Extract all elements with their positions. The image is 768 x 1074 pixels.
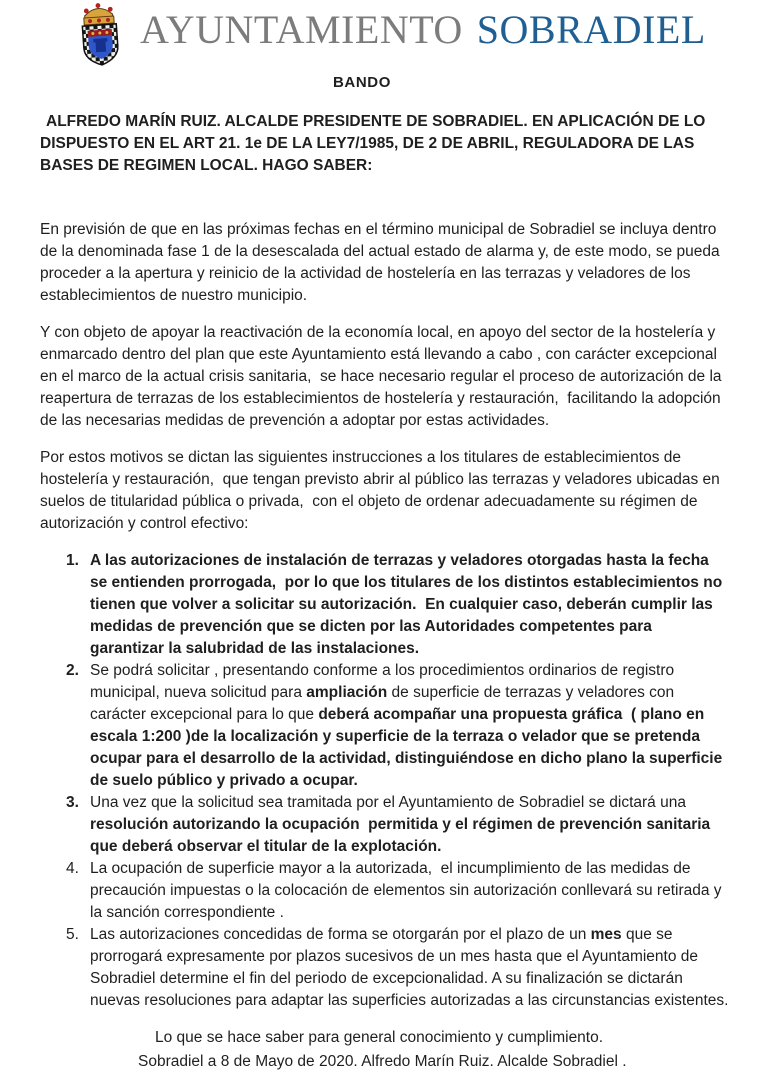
list-item <box>66 550 730 660</box>
coat-of-arms-icon <box>70 1 130 69</box>
list-item-number: 4. <box>66 860 79 877</box>
organization-title <box>140 6 706 53</box>
document-title: BANDO <box>333 74 391 91</box>
body-paragraph-2: Y con objeto de apoyar la reactivación de la economía local, en apoyo del sector de la hostelería y enmarcado dentro del plan que este Ayuntamiento está llevando a cabo , con carácter excepcional en el marco de la actual crisis sanitaria, se hace necesario regular el proceso de autorización de la reapertura de terrazas de los establecimientos de hostelería y restauración, facilitando la adopción de las necesarias medidas de prevención a adoptar por estas actividades. <box>40 324 726 429</box>
list-item <box>66 858 730 924</box>
body-paragraph-3: Por estos motivos se dictan las siguientes instrucciones a los titulares de establecimientos de hostelería y restauración, que tengan previsto abrir al público las terrazas y veladores ubicadas en suelos de titularidad pública o privada, con el objeto de ordenar adecuadamente su régimen de autorización y control efectivo: <box>40 449 725 532</box>
organization-name-sobradiel: SOBRADIEL <box>476 7 706 52</box>
body-paragraph-1: En previsión de que en las próximas fechas en el término municipal de Sobradiel se incluya dentro de la denominada fase 1 de la desescalada del actual estado de alarma y, de este modo, se pueda proceder a la apertura y reinicio de la actividad de hostelería en las terrazas y veladores de los establecimientos de nuestro municipio. <box>40 221 724 304</box>
list-item-number: 2. <box>66 662 79 679</box>
list-item-text: A las autorizaciones de instalación de terrazas y veladores otorgadas hasta la fecha se entienden prorrogada, por lo que los titulares de los distintos establecimientos no tienen que volver a solicitar su autorización. En cualquier caso, deberán cumplir las medidas de prevención que se dicten por las Autoridades competentes para garantizar la salubridad de las instalaciones. <box>90 552 727 657</box>
list-item-text: Una vez que la solicitud sea tramitada por el Ayuntamiento de Sobradiel se dictará una resolución autorizando la ocupación permitida y el régimen de prevención sanitaria que deberá observar el titular de la explotación. <box>90 794 715 855</box>
list-item-text: Se podrá solicitar , presentando conforme a los procedimientos ordinarios de registro municipal, nueva solicitud para ampliación de superficie de terrazas y veladores con carácter excepcional para lo que deberá acompañar una propuesta gráfica ( plano en escala 1:200 )de la localización y superficie de la terraza o velador que se pretenda ocupar para el desarrollo de la actividad, distinguiéndose en dicho plano la superficie de suelo público y privado a ocupar. <box>90 662 731 789</box>
closing-statement: Lo que se hace saber para general conocimiento y cumplimiento. <box>155 1029 604 1046</box>
list-item-text: Las autorizaciones concedidas de forma se otorgarán por el plazo de un mes que se prorrogará expresamente por plazos sucesivos de un mes hasta que el Ayuntamiento de Sobradiel determine el fin del periodo de excepcionalidad. A su finalización se dictarán nuevas resoluciones para adaptar las superficies autorizadas a las circunstancias existentes. <box>90 926 729 1009</box>
instruction-list <box>40 550 730 1012</box>
list-item <box>66 924 730 1012</box>
organization-name-ayuntamiento: AYUNTAMIENTO <box>140 7 463 52</box>
document-body <box>0 111 768 1074</box>
list-item-number: 5. <box>66 926 79 943</box>
signature-line: Sobradiel a 8 de Mayo de 2020. Alfredo Marín Ruiz. Alcalde Sobradiel . <box>138 1053 627 1070</box>
list-item-text: La ocupación de superficie mayor a la autorizada, el incumplimiento de las medidas de precaución impuestas o la colocación de elementos sin autorización conllevará su retirada y la sanción correspondiente . <box>90 860 726 921</box>
list-item-number: 1. <box>66 552 79 569</box>
intro-paragraph: ALFREDO MARÍN RUIZ. ALCALDE PRESIDENTE DE SOBRADIEL. EN APLICACIÓN DE LO DISPUESTO EN EL ART 21. 1e DE LA LEY7/1985, DE 2 DE ABRIL, REGULADORA DE LAS BASES DE REGIMEN LOCAL. HAGO SABER: <box>40 113 710 174</box>
list-item <box>66 660 730 792</box>
document-header <box>0 0 768 66</box>
closing-block <box>40 1026 730 1074</box>
list-item-number: 3. <box>66 794 79 811</box>
list-item <box>66 792 730 858</box>
